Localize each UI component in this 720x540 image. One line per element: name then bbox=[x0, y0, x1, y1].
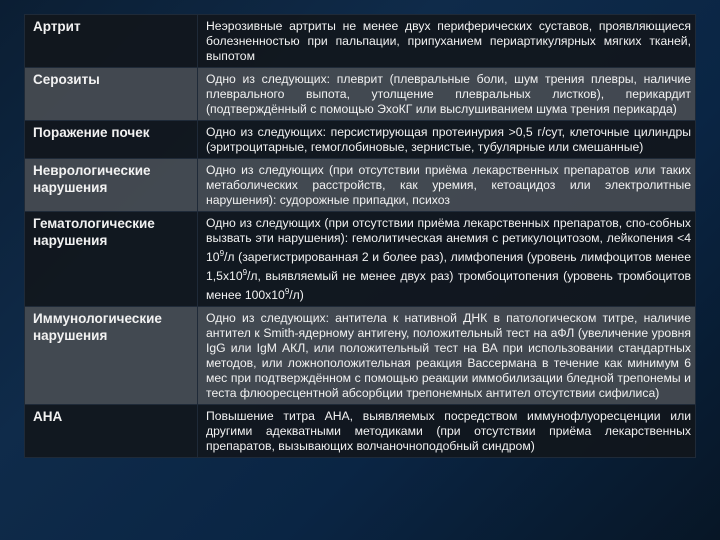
criterion-description: Неэрозивные артриты не менее двух периферических суставов, проявляющиеся болезненностью при пальпации, припуханием периартикулярных мягких тканей, выпотом bbox=[198, 15, 696, 68]
criterion-description: Одно из следующих (при отсутствии приёма лекарственных препаратов, спо-собных вызвать эти нарушения): гемолитическая анемия с ретикулоцитозом, лейкопения <4 $10^9/л$ (зарегистрированная 2 и более раз), лимфопения (уровень лимфоцитов менее $1,5х10^9/л$, выявляемый не менее двух раз) тромбоцитопения (уровень тромбоцитов менее $100х10^9/л$) bbox=[198, 212, 696, 307]
criterion-description: Одно из следующих (при отсутствии приёма лекарственных препаратов или таких метаболических расстройств, как уремия, кетоацидоз или электролитные нарушения): судорожные припадки, психоз bbox=[198, 159, 696, 212]
criterion-description: Одно из следующих: персистирующая протеинурия >0,5 г/сут, клеточные цилиндры (эритроцитарные, гемоглобиновые, зернистые, тубулярные или смешанные) bbox=[198, 121, 696, 159]
table-row bbox=[25, 159, 696, 212]
criteria-table bbox=[24, 14, 696, 458]
table-row bbox=[25, 212, 696, 307]
criterion-name: Иммунологические нарушения bbox=[25, 307, 198, 405]
criterion-name: Поражение почек bbox=[25, 121, 198, 159]
table-row bbox=[25, 121, 696, 159]
criterion-description: Одно из следующих: антитела к нативной ДНК в патологическом титре, наличие антител к Smith-ядерному антигену, положительный тест на аФЛ (увеличение уровня IgG или IgM АКЛ, или положительный тест на ВА при использовании стандартных методов, или ложноположительная реакция Вассермана в течение как минимум 6 мес при подтверждённом с помощью реакции иммобилизации бледной трепонемы и теста флюоресцентной абсорбции трепонемных антител отсутствии сифилиса) bbox=[198, 307, 696, 405]
table-row bbox=[25, 405, 696, 458]
criterion-name: АНА bbox=[25, 405, 198, 458]
criterion-name: Гематологические нарушения bbox=[25, 212, 198, 307]
criterion-description: Одно из следующих: плеврит (плевральные боли, шум трения плевры, наличие плеврального выпота, утолщение плевральных листков), перикардит (подтверждённый с помощью ЭхоКГ или выслушиванием шума трения перикарда) bbox=[198, 68, 696, 121]
table-row bbox=[25, 307, 696, 405]
table-row bbox=[25, 68, 696, 121]
criterion-name: Серозиты bbox=[25, 68, 198, 121]
table-row bbox=[25, 15, 696, 68]
criterion-name: Неврологические нарушения bbox=[25, 159, 198, 212]
criterion-name: Артрит bbox=[25, 15, 198, 68]
criterion-description: Повышение титра АНА, выявляемых посредством иммунофлуоресценции или другими адекватными методиками (при отсутствии приёма лекарственных препаратов, вызывающих волчаночноподобный синдром) bbox=[198, 405, 696, 458]
